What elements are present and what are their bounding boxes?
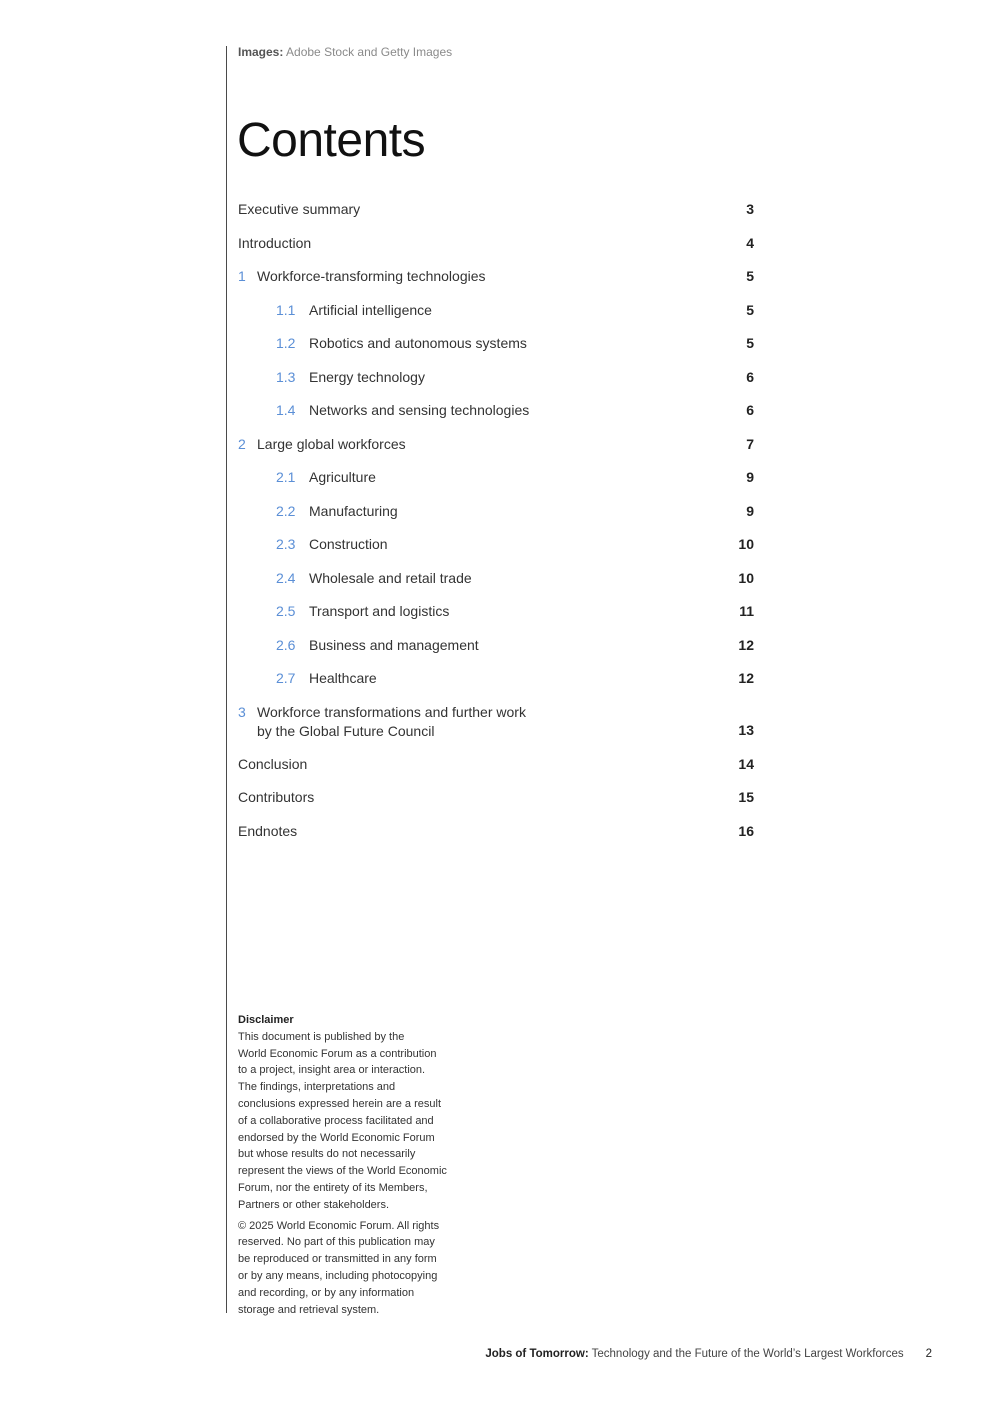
image-credits [238, 44, 452, 60]
toc-entry-page: 5 [746, 268, 754, 284]
toc-entry-page: 12 [738, 670, 754, 686]
margin-rule [226, 46, 227, 1313]
toc-entry-number: 2.5 [276, 603, 296, 619]
toc-entry-number: 1.3 [276, 368, 296, 385]
toc-entry[interactable] [238, 661, 754, 695]
toc-entry[interactable] [238, 259, 754, 293]
toc-entry-number: 2.3 [276, 536, 296, 552]
toc-entry[interactable] [238, 293, 754, 327]
toc-entry-page: 5 [746, 301, 754, 318]
toc-entry[interactable] [238, 747, 754, 781]
toc-entry[interactable] [238, 628, 754, 662]
toc-entry-page: 7 [746, 435, 754, 452]
toc-entry-number: 2.2 [276, 502, 296, 519]
toc-entry[interactable] [238, 427, 754, 461]
toc-entry[interactable] [238, 527, 754, 561]
toc-entry-label: Wholesale and retail trade [309, 569, 472, 586]
toc-entry-page: 5 [746, 335, 754, 351]
toc-entry-label: Introduction [238, 234, 312, 251]
toc-entry-number: 3 [238, 703, 246, 720]
toc-entry-number: 1.2 [276, 335, 296, 351]
toc-entry-number: 1.1 [276, 301, 296, 318]
toc-entry[interactable] [238, 814, 754, 848]
toc-entry-number: 1.4 [276, 402, 296, 418]
image-credits-text: Adobe Stock and Getty Images [283, 45, 453, 59]
toc-entry-page: 10 [738, 536, 754, 552]
toc-entry-label: Contributors [238, 789, 315, 805]
footer-series: Jobs of Tomorrow: [485, 1348, 589, 1360]
toc-entry-label: Agriculture [309, 469, 376, 485]
copyright-notice: © 2025 World Economic Forum. All rights reserved. No part of this publication may be reproduced or transmitted in any form or by any means, including photocopying and recording, or by any information storage and retrieval system. [238, 1219, 440, 1316]
page-number: 2 [925, 1348, 932, 1360]
toc-entry-label: Conclusion [238, 755, 308, 772]
toc-entry-number: 2.4 [276, 569, 296, 586]
disclaimer [238, 1012, 478, 1318]
toc-entry-number: 2.6 [276, 636, 296, 653]
toc-entry-page: 15 [738, 789, 754, 805]
toc-entry-page: 9 [746, 502, 754, 519]
toc-entry-label: Business and management [309, 636, 479, 653]
page-footer [485, 1346, 932, 1362]
toc-entry-number: 2 [238, 435, 246, 452]
toc-entry-label: Large global workforces [257, 435, 406, 452]
toc-entry[interactable] [238, 594, 754, 628]
toc-entry-page: 10 [738, 569, 754, 586]
toc-entry-number: 2.1 [276, 469, 296, 485]
toc-entry-page: 9 [746, 469, 754, 485]
toc-entry-label: Manufacturing [309, 502, 398, 519]
toc-entry-label: Construction [309, 536, 388, 552]
toc-entry-number: 1 [238, 268, 246, 284]
toc-entry-label: Energy technology [309, 368, 425, 385]
toc-entry[interactable] [238, 226, 754, 260]
toc-entry[interactable] [238, 460, 754, 494]
toc-entry-label: Healthcare [309, 670, 377, 686]
toc-entry-page: 11 [739, 603, 754, 619]
toc-entry-number: 2.7 [276, 670, 296, 686]
toc-entry-label: Networks and sensing technologies [309, 402, 530, 418]
toc-entry[interactable] [238, 695, 754, 747]
toc-entry-page: 13 [738, 722, 754, 738]
toc-entry-label: Workforce-transforming technologies [257, 268, 486, 284]
toc-entry-label: Artificial intelligence [309, 301, 432, 318]
toc-entry[interactable] [238, 326, 754, 360]
toc-entry-page: 12 [738, 636, 754, 653]
toc-entry-page: 4 [746, 234, 754, 251]
toc-entry-label: Endnotes [238, 822, 298, 839]
disclaimer-body: This document is published by the World Economic Forum as a contribution to a project, insight area or interaction. The findings, interpretations and conclusions expressed herein are a result of a collaborative process facilitated and endorsed by the World Economic Forum but whose results do not necessarily represent the views of the World Economic Forum, nor the entirety of its Members, Partners or other stakeholders. [238, 1030, 447, 1211]
toc-entry-page: 16 [738, 822, 754, 839]
page-title: Contents [237, 114, 426, 167]
toc-entry[interactable] [238, 561, 754, 595]
toc-entry-page: 14 [738, 755, 754, 772]
toc-entry[interactable] [238, 780, 754, 814]
toc-entry-label: Robotics and autonomous systems [309, 335, 527, 351]
toc-entry-page: 6 [746, 368, 754, 385]
toc-entry-label: Workforce transformations and further work by the Global Future Council [257, 703, 526, 739]
footer-title: Technology and the Future of the World’s Largest Workforces [588, 1348, 904, 1360]
image-credits-label: Images: [238, 45, 284, 59]
toc-entry[interactable] [238, 393, 754, 427]
toc-entry-label: Transport and logistics [309, 603, 450, 619]
disclaimer-title: Disclaimer [238, 1014, 294, 1026]
toc-entry[interactable] [238, 360, 754, 394]
toc-entry-page: 3 [746, 201, 754, 217]
table-of-contents [238, 192, 754, 847]
toc-entry-page: 6 [746, 402, 754, 418]
toc-entry-label: Executive summary [238, 201, 361, 217]
toc-entry[interactable] [238, 494, 754, 528]
toc-entry[interactable] [238, 192, 754, 226]
